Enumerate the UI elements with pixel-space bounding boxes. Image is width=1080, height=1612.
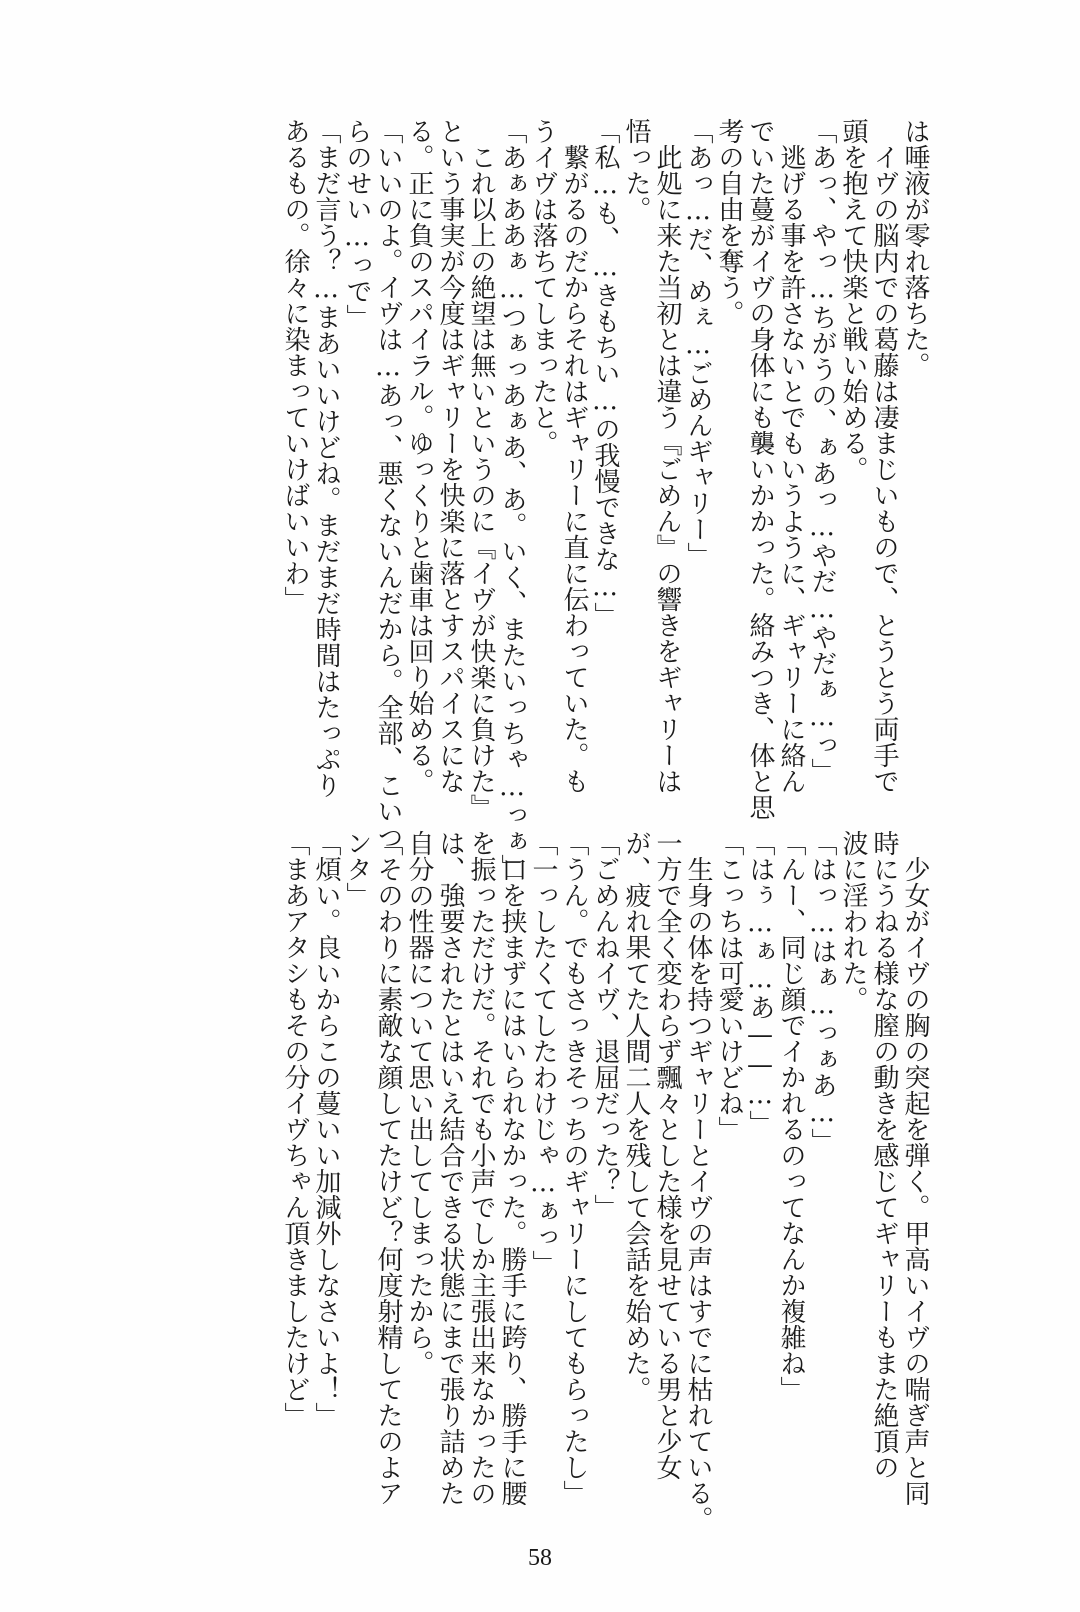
text-line: 「あぁああぁ…つぁっあぁあ、あ。いく、またいっちゃ…っぁ」 xyxy=(497,118,527,880)
text-line: 此処に来た当初とは違う『ごめん』の響きをギャリーは xyxy=(652,118,682,794)
text-line: 「いいのよ。イヴは…あっ、悪くないんだから。全部、こいつ xyxy=(373,118,403,850)
text-line: 「まあアタシもその分イヴちゃん頂きましたけど」 xyxy=(280,830,310,1428)
text-line: 頭を抱えて快楽と戦い始める。 xyxy=(838,118,868,482)
text-line: という事実が今度はギャリーを快楽に落とすスパイスにな xyxy=(435,118,465,794)
text-line: 「はっ…はぁ…っぁあ…」 xyxy=(807,830,837,1154)
text-line: 「あっ…だ、めぇ…ごめんギャリー」 xyxy=(683,118,713,568)
text-line: 時にうねる様な膣の動きを感じてギャリーもまた絶頂の xyxy=(869,830,899,1480)
text-line: 考の自由を奪う。 xyxy=(714,118,744,326)
text-line: うイヴは落ちてしまったと。 xyxy=(528,118,558,456)
text-line: 繋がるのだからそれはギャリーに直に伝わっていた。も xyxy=(559,118,589,794)
text-line: 「あっ、やっ…ちがうの、ぁあっ…やだ…やだぁ…っ」 xyxy=(807,118,837,784)
text-line: 「ごめんねイヴ、退屈だった？」 xyxy=(590,830,620,1220)
text-line: 自分の性器について思い出してしまったから。 xyxy=(404,830,434,1376)
text-line: 「煩い。良いからこの蔓いい加減外しなさいよ！」 xyxy=(311,830,341,1428)
text-line: ンタ」 xyxy=(342,830,372,908)
text-line: 波に淫われた。 xyxy=(838,830,868,1012)
text-line: これ以上の絶望は無いというのに『イヴが快楽に負けた』 xyxy=(466,118,496,820)
text-line: 口を挟まずにはいられなかった。勝手に跨り、勝手に腰 xyxy=(497,830,527,1506)
page-number: 58 xyxy=(528,1545,552,1571)
text-line: 「はぅ…ぁ…あ——…」 xyxy=(745,830,775,1136)
text-line: 「そのわりに素敵な顔してたけど？何度射精してたのよア xyxy=(373,830,403,1506)
text-line: 悟った。 xyxy=(621,118,651,222)
text-line: 「まだ言う？…まあいいけどね。まだまだ時間はたっぷり xyxy=(311,118,341,798)
text-line: 「私…も、…きもちい…の我慢できな…」 xyxy=(590,118,620,628)
text-line: は、強要されたとはいえ結合できる状態にまで張り詰めた xyxy=(435,830,465,1506)
text-line: でいた蔓がイヴの身体にも襲いかかった。絡みつき、体と思 xyxy=(745,118,775,820)
text-line: は唾液が零れ落ちた。 xyxy=(900,118,930,378)
text-line: らのせい…っで」 xyxy=(342,118,372,330)
text-line: 「こっちは可愛いけどね」 xyxy=(714,830,744,1142)
text-line: 逃げる事を許さないとでもいうように、ギャリーに絡ん xyxy=(776,118,806,794)
lower-text-block xyxy=(150,830,930,1532)
text-line: 「うん。でもさっきそっちのギャリーにしてもらったし」 xyxy=(559,830,589,1506)
text-line: を振っただけだ。それでも小声でしか主張出来なかったの xyxy=(466,830,496,1506)
text-line: イヴの脳内での葛藤は凄まじいもので、とうとう両手で xyxy=(869,118,899,794)
text-line: る。正に負のスパイラル。ゆっくりと歯車は回り始める。 xyxy=(404,118,434,794)
text-line: が、疲れ果てた人間二人を残して会話を始めた。 xyxy=(621,830,651,1402)
text-line: 生身の体を持つギャリーとイヴの声はすでに枯れている。 xyxy=(683,830,713,1532)
text-line: 「んー、同じ顔でイかれるのってなんか複雑ね」 xyxy=(776,830,806,1402)
text-line: 少女がイヴの胸の突起を弾く。甲高いイヴの喘ぎ声と同 xyxy=(900,830,930,1506)
text-line: 一方で全く変わらず飄々とした様を見せている男と少女 xyxy=(652,830,682,1480)
text-line: 「一っしたくてしたわけじゃ…ぁっ」 xyxy=(528,830,558,1276)
text-line: あるもの。徐々に染まっていけばいいわ」 xyxy=(280,118,310,612)
